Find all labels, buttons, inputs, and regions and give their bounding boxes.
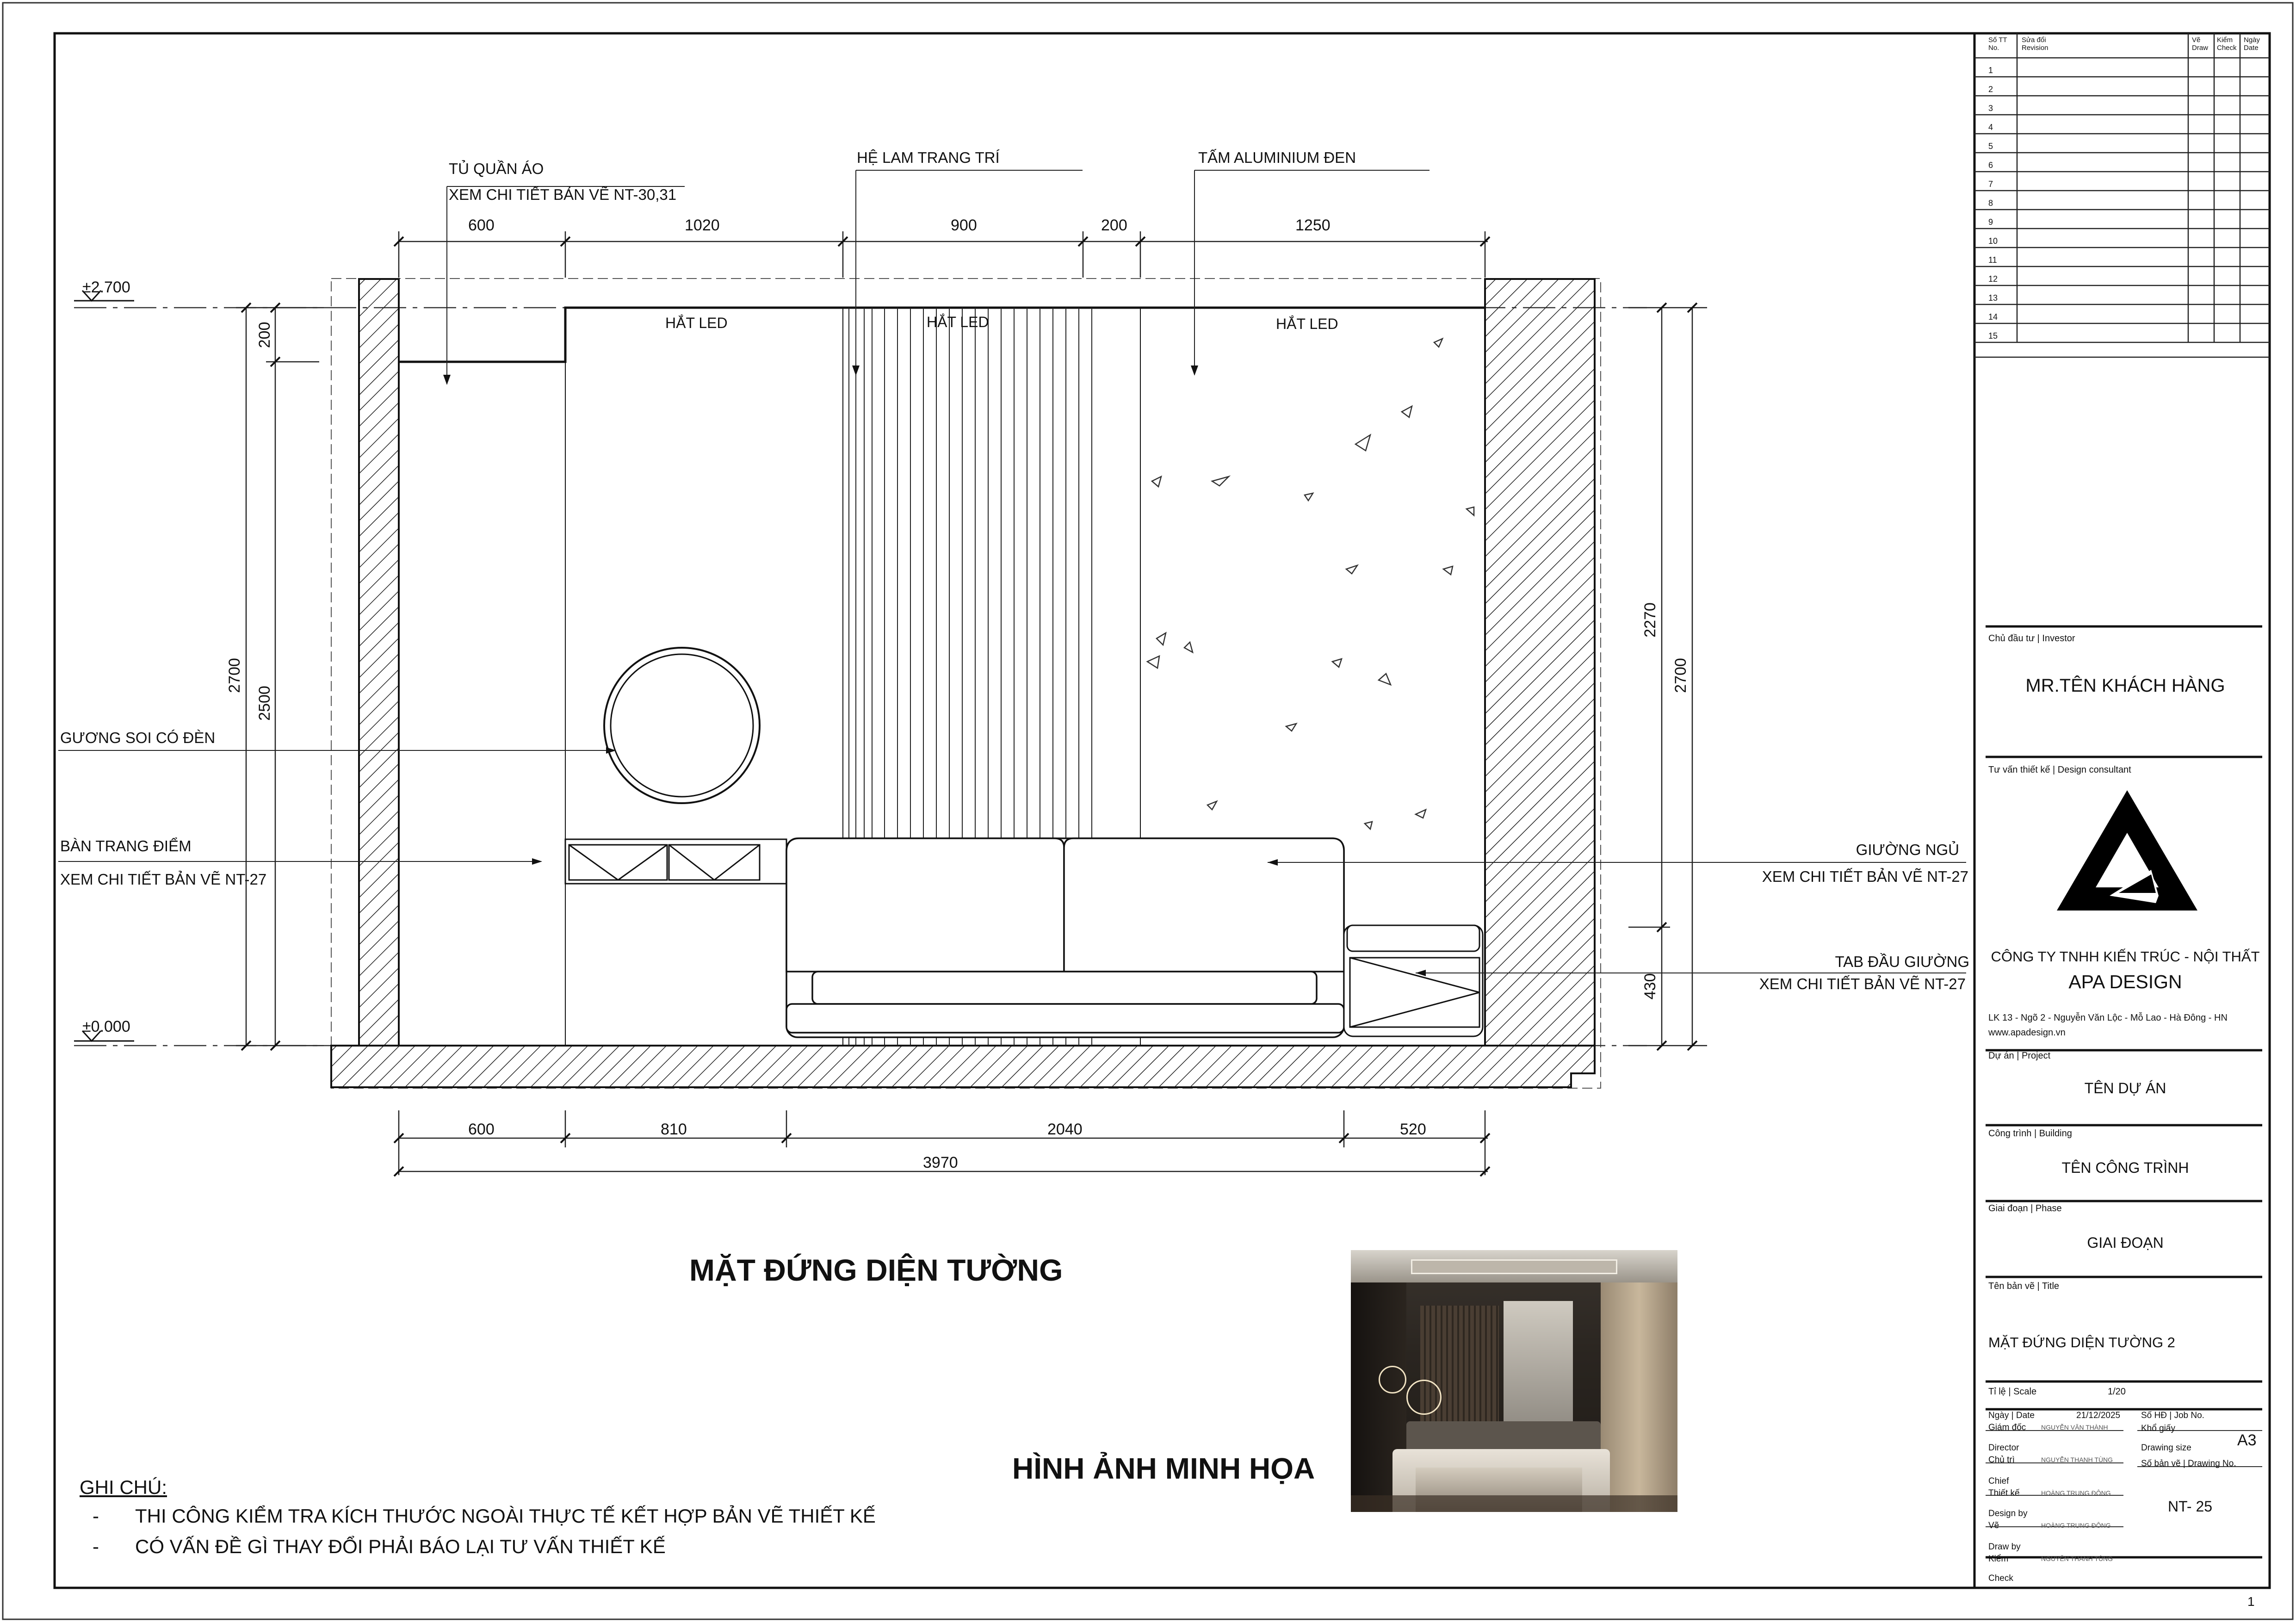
investor-label: Chủ đầu tư | Investor <box>1988 633 2075 644</box>
dim-top <box>398 231 1488 278</box>
date-value: 21/12/2025 <box>2076 1411 2121 1420</box>
date-label: Ngày | Date <box>1988 1411 2035 1420</box>
scale-value: 1/20 <box>2108 1387 2126 1397</box>
rev-row-10: 10 <box>1988 236 1998 246</box>
dim-top-1: 600 <box>468 217 495 234</box>
paper-size: A3 <box>2237 1431 2257 1449</box>
investor-name: MR.TÊN KHÁCH HÀNG <box>2025 675 2225 696</box>
callout-bed: GIƯỜNG NGỦ <box>1856 841 1959 858</box>
chief-label: Chủ trì <box>1988 1455 2015 1465</box>
bed <box>786 838 1344 1037</box>
callout-dresser-ref: XEM CHI TIẾT BẢN VẼ NT-27 <box>60 871 267 888</box>
dim-right-outer: 2700 <box>1672 658 1690 693</box>
phase-label: Giai đoạn | Phase <box>1988 1203 2062 1214</box>
check-name: NGUYỄN THANH TÙNG <box>2041 1555 2113 1562</box>
dim-right-inner: 2270 <box>1641 602 1659 638</box>
rev-header-date: Ngày Date <box>2244 36 2260 52</box>
note-bullet-2: - <box>93 1536 99 1557</box>
project-name: TÊN DỰ ÁN <box>2084 1080 2166 1096</box>
dim-top-5: 1250 <box>1295 217 1331 234</box>
drawing-no: NT- 25 <box>2168 1498 2213 1515</box>
director-label-en: Director <box>1988 1443 2019 1453</box>
rev-row-1: 1 <box>1988 66 1993 75</box>
drawby-label: Vẽ <box>1988 1521 1999 1530</box>
floor-slab <box>331 1046 1595 1087</box>
chief-label-en: Chief <box>1988 1476 2009 1486</box>
sheet-title: MẶT ĐỨNG DIỆN TƯỜNG 2 <box>1988 1334 2175 1350</box>
dim-right <box>1628 308 1707 1047</box>
dim-bottom-4: 520 <box>1400 1121 1426 1138</box>
level-bottom-label: ±0.000 <box>82 1018 130 1035</box>
rev-row-11: 11 <box>1988 255 1997 265</box>
callout-mirror: GƯƠNG SOI CÓ ĐÈN <box>60 729 216 746</box>
design-label-en: Design by <box>1988 1509 2028 1518</box>
illustration-label: HÌNH ẢNH MINH HỌA <box>1012 1452 1315 1485</box>
consultant-label: Tư vấn thiết kế | Design consultant <box>1988 765 2131 775</box>
level-top-label: ±2.700 <box>82 279 130 296</box>
drawby-name: HOÀNG TRUNG ĐÔNG <box>2041 1522 2111 1529</box>
drawing-no-label: Số bản vẽ | Drawing No. <box>2141 1459 2236 1468</box>
paper-label-en: Drawing size <box>2141 1443 2191 1453</box>
check-label-en: Check <box>1988 1573 2013 1583</box>
rev-row-9: 9 <box>1988 217 1993 227</box>
callout-nightstand: TAB ĐẦU GIƯỜNG <box>1835 953 1969 970</box>
dim-bottom-2: 810 <box>661 1121 687 1138</box>
callout-dresser: BÀN TRANG ĐIỂM <box>60 837 192 855</box>
rev-row-7: 7 <box>1988 180 1993 189</box>
nightstand <box>1344 925 1483 1036</box>
callout-nightstand-ref: XEM CHI TIẾT BẢN VẼ NT-27 <box>1759 975 1966 992</box>
led-label-3: HẮT LED <box>1276 316 1338 332</box>
wall-left <box>359 279 399 1046</box>
rev-row-5: 5 <box>1988 142 1993 151</box>
building-label: Công trình | Building <box>1988 1128 2072 1139</box>
rev-row-3: 3 <box>1988 104 1993 113</box>
notes-heading: GHI CHÚ: <box>80 1476 167 1498</box>
company-name: CÔNG TY TNHH KIẾN TRÚC - NỘI THẤT <box>1991 948 2260 965</box>
note-item-1: THI CÔNG KIỂM TRA KÍCH THƯỚC NGOÀI THỰC TẾ KẾT HỢP BẢN VẼ THIẾT KẾ <box>135 1505 876 1527</box>
round-mirror-outer <box>604 648 760 803</box>
outer-frame <box>3 3 2293 1619</box>
note-bullet-1: - <box>93 1505 99 1527</box>
led-label-1: HẮT LED <box>665 315 728 331</box>
callout-wardrobe-ref: XEM CHI TIẾT BẢN VẼ NT-30,31 <box>449 186 677 203</box>
note-item-2: CÓ VẤN ĐỀ GÌ THAY ĐỔI PHẢI BÁO LẠI TƯ VẤN THIẾT KẾ <box>135 1536 666 1557</box>
design-name: HOÀNG TRUNG ĐÔNG <box>2041 1489 2111 1497</box>
dim-left <box>236 308 324 1047</box>
drawing-title: MẶT ĐỨNG DIỆN TƯỜNG <box>689 1253 1063 1287</box>
rev-header-no: Số TT No. <box>1988 36 2007 52</box>
callout-wardrobe: TỦ QUẦN ÁO <box>449 160 544 177</box>
aluminium-panel-texture <box>1147 339 1474 829</box>
rev-row-15: 15 <box>1988 331 1998 341</box>
scale-label: Tỉ lệ | Scale <box>1988 1387 2037 1397</box>
rev-row-2: 2 <box>1988 85 1993 94</box>
project-label: Dự án | Project <box>1988 1051 2051 1061</box>
chief-name: NGUYỄN THANH TÙNG <box>2041 1456 2113 1463</box>
director-name: NGUYỄN VĂN THÀNH <box>2041 1424 2108 1431</box>
page-number: 1 <box>2247 1594 2255 1609</box>
rev-header-draw: Vẽ Draw <box>2192 36 2209 52</box>
led-label-2: HẮT LED <box>927 314 989 330</box>
check-label: Kiểm <box>1988 1554 2009 1564</box>
callout-louver: HỆ LAM TRANG TRÍ <box>857 149 1000 166</box>
dim-bottom-total: 3970 <box>923 1154 958 1171</box>
callout-aluminium: TẤM ALUMINIUM ĐEN <box>1198 149 1356 166</box>
rev-row-6: 6 <box>1988 161 1993 170</box>
company-address: LK 13 - Ngõ 2 - Nguyễn Văn Lộc - Mỗ Lao - Hà Đông - HN <box>1988 1013 2228 1023</box>
drawby-label-en: Draw by <box>1988 1542 2021 1552</box>
dim-left-outer: 2700 <box>226 658 243 693</box>
callout-bed-ref: XEM CHI TIẾT BẢN VẼ NT-27 <box>1762 868 1968 885</box>
rev-row-4: 4 <box>1988 123 1993 132</box>
director-label: Giám đốc <box>1988 1423 2026 1432</box>
phase-name: GIAI ĐOẠN <box>2087 1234 2164 1251</box>
design-label: Thiết kế <box>1988 1488 2020 1498</box>
rev-header-revision: Sửa đổi Revision <box>2022 36 2048 52</box>
dim-left-top: 200 <box>256 322 273 348</box>
job-label: Số HĐ | Job No. <box>2141 1411 2204 1420</box>
dim-bottom-3: 2040 <box>1047 1121 1083 1138</box>
dim-bottom-1: 600 <box>468 1121 495 1138</box>
rev-header-check: Kiểm Check <box>2217 36 2237 52</box>
dim-top-2: 1020 <box>685 217 720 234</box>
dresser-table <box>565 839 786 884</box>
dim-right-bottom: 430 <box>1641 973 1659 1000</box>
round-mirror-inner <box>611 654 753 797</box>
dim-left-inner: 2500 <box>256 686 273 721</box>
building-name: TÊN CÔNG TRÌNH <box>2061 1159 2189 1176</box>
rev-row-13: 13 <box>1988 293 1998 303</box>
dim-top-4: 200 <box>1101 217 1127 234</box>
dim-top-3: 900 <box>951 217 977 234</box>
paper-label: Khổ giấy <box>2141 1424 2175 1433</box>
illustration-image <box>1351 1250 1677 1512</box>
rev-row-14: 14 <box>1988 312 1998 322</box>
company-website: www.apadesign.vn <box>1988 1028 2066 1038</box>
rev-row-12: 12 <box>1988 274 1998 284</box>
rev-row-8: 8 <box>1988 198 1993 208</box>
wall-right <box>1485 279 1595 1046</box>
brand-name: APA DESIGN <box>2068 971 2182 992</box>
title-label: Tên bản vẽ | Title <box>1988 1281 2060 1291</box>
